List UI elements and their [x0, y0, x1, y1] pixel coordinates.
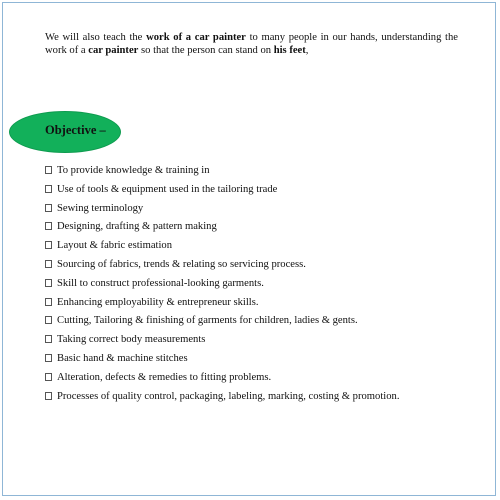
missing-glyph-box-icon [45, 298, 52, 306]
list-item [45, 220, 458, 233]
intro-text-1: We will also teach the [45, 32, 147, 43]
missing-glyph-box-icon [45, 373, 52, 381]
list-item [45, 239, 458, 252]
missing-glyph-box-icon [45, 335, 52, 343]
missing-glyph-box-icon [45, 316, 52, 324]
list-item [45, 333, 458, 346]
list-item-text: Sourcing of fabrics, trends & relating so servicing process. [57, 258, 306, 270]
list-item [45, 258, 458, 271]
list-item-text: Designing, drafting & pattern making [57, 221, 217, 233]
list-item [45, 202, 458, 215]
missing-glyph-box-icon [45, 185, 52, 193]
list-item-text: To provide knowledge & training in [57, 165, 210, 176]
list-item-text: Cutting, Tailoring & finishing of garments for children, ladies & gents. [57, 315, 358, 327]
objective-heading: Objective – [45, 123, 106, 137]
objective-list [45, 164, 458, 408]
list-item-text: Alteration, defects & remedies to fitting problems. [57, 371, 272, 383]
intro-emphasis-3: his feet [273, 45, 306, 56]
list-item-text: Taking correct body measurements [57, 334, 206, 346]
missing-glyph-box-icon [45, 166, 52, 174]
intro-text-2: to many people in our hands, understanding the work of a [45, 32, 458, 56]
missing-glyph-box-icon [45, 354, 52, 362]
list-item [45, 390, 458, 403]
list-item-text: Use of tools & equipment used in the tailoring trade [57, 183, 278, 195]
missing-glyph-box-icon [45, 222, 52, 230]
list-item [45, 296, 458, 309]
missing-glyph-box-icon [45, 204, 52, 212]
intro-paragraph [45, 31, 458, 57]
intro-emphasis-1: work of a car painter [146, 32, 246, 43]
intro-emphasis-2: car painter [88, 45, 139, 56]
missing-glyph-box-icon [45, 260, 52, 268]
list-item [45, 277, 458, 290]
missing-glyph-box-icon [45, 241, 52, 249]
list-item [45, 164, 458, 177]
list-item [45, 314, 458, 327]
list-item-text: Sewing terminology [57, 202, 144, 214]
intro-text-3: so that the person can stand on [138, 45, 274, 56]
missing-glyph-box-icon [45, 279, 52, 287]
list-item-text: Processes of quality control, packaging, labeling, marking, costing & promotion. [57, 390, 400, 402]
list-item [45, 371, 458, 384]
list-item [45, 352, 458, 365]
list-item [45, 183, 458, 196]
missing-glyph-box-icon [45, 392, 52, 400]
list-item-text: Skill to construct professional-looking garments. [57, 277, 264, 289]
list-item-text: Enhancing employability & entrepreneur skills. [57, 296, 259, 308]
list-item-text: Layout & fabric estimation [57, 240, 173, 252]
intro-text-4: , [305, 45, 309, 56]
list-item-text: Basic hand & machine stitches [57, 352, 188, 364]
